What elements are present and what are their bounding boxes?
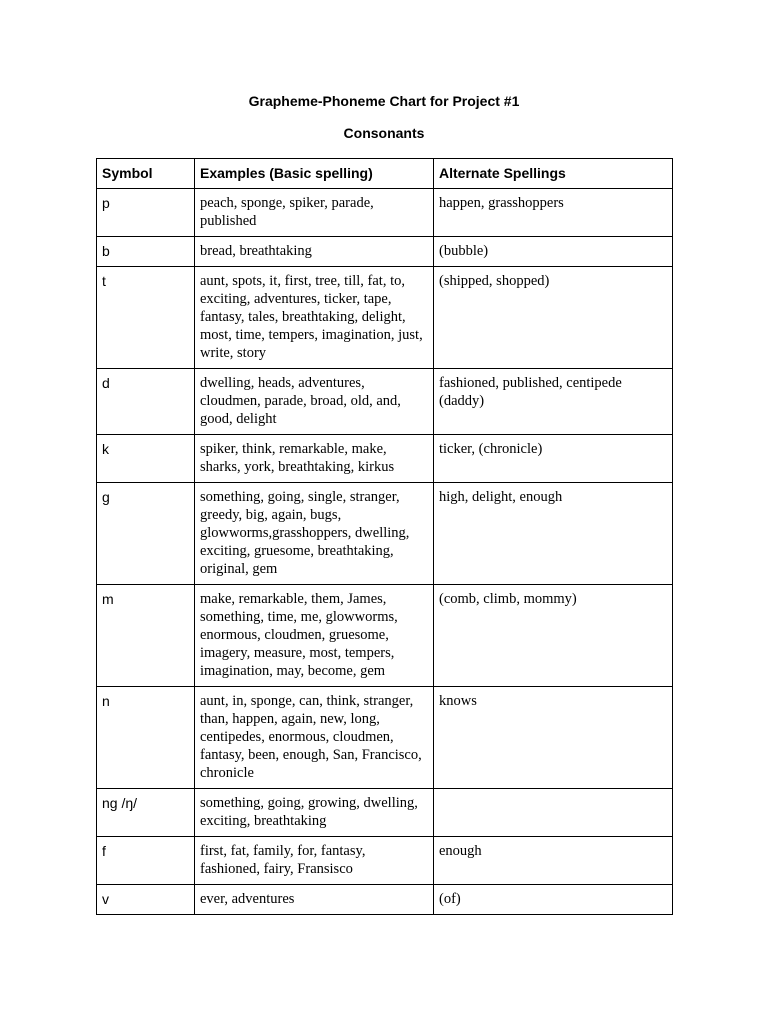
alternate-cell: enough (434, 837, 673, 885)
table-row (97, 435, 673, 483)
table-row (97, 687, 673, 789)
table-row (97, 585, 673, 687)
symbol-cell: d (97, 369, 195, 435)
examples-cell: aunt, spots, it, first, tree, till, fat, to, exciting, adventures, ticker, tape, fantasy, tales, breathtaking, delight, most, time, tempers, imagination, just, write, story (195, 267, 434, 369)
table-row (97, 237, 673, 267)
examples-cell: bread, breathtaking (195, 237, 434, 267)
table-row (97, 483, 673, 585)
section-heading: Consonants (343, 125, 425, 141)
alternate-cell: knows (434, 687, 673, 789)
alternate-cell: high, delight, enough (434, 483, 673, 585)
alternate-cell: (of) (434, 885, 673, 915)
symbol-cell: p (97, 189, 195, 237)
column-header-alternate: Alternate Spellings (434, 159, 673, 189)
column-header-symbol: Symbol (97, 159, 195, 189)
symbol-cell: t (97, 267, 195, 369)
symbol-cell: b (97, 237, 195, 267)
examples-cell: make, remarkable, them, James, something, time, me, glowworms, enormous, cloudmen, gruesome, imagery, measure, most, tempers, imagination, may, become, gem (195, 585, 434, 687)
alternate-cell: (comb, climb, mommy) (434, 585, 673, 687)
examples-cell: peach, sponge, spiker, parade, published (195, 189, 434, 237)
examples-cell: dwelling, heads, adventures, cloudmen, parade, broad, old, and, good, delight (195, 369, 434, 435)
table-row (97, 189, 673, 237)
examples-cell: spiker, think, remarkable, make, sharks, york, breathtaking, kirkus (195, 435, 434, 483)
table-row (97, 885, 673, 915)
examples-cell: something, going, single, stranger, greedy, big, again, bugs, glowworms,grasshoppers, dwelling, exciting, gruesome, breathtaking, original, gem (195, 483, 434, 585)
symbol-cell: v (97, 885, 195, 915)
symbol-cell: m (97, 585, 195, 687)
table-row (97, 837, 673, 885)
examples-cell: something, going, growing, dwelling, exciting, breathtaking (195, 789, 434, 837)
symbol-cell: n (97, 687, 195, 789)
symbol-cell: f (97, 837, 195, 885)
examples-cell: aunt, in, sponge, can, think, stranger, than, happen, again, new, long, centipedes, enormous, cloudmen, fantasy, been, enough, San, Francisco, chronicle (195, 687, 434, 789)
column-header-examples: Examples (Basic spelling) (195, 159, 434, 189)
alternate-cell (434, 789, 673, 837)
examples-cell: first, fat, family, for, fantasy, fashioned, fairy, Fransisco (195, 837, 434, 885)
symbol-cell: g (97, 483, 195, 585)
alternate-cell: happen, grasshoppers (434, 189, 673, 237)
symbol-cell: ng /ŋ/ (97, 789, 195, 837)
table-row (97, 369, 673, 435)
alternate-cell: ticker, (chronicle) (434, 435, 673, 483)
table-row (97, 267, 673, 369)
table-header-row (97, 159, 673, 189)
table-row (97, 789, 673, 837)
alternate-cell: (bubble) (434, 237, 673, 267)
document-title: Grapheme-Phoneme Chart for Project #1 (248, 93, 520, 109)
alternate-cell: (shipped, shopped) (434, 267, 673, 369)
grapheme-phoneme-table (96, 158, 673, 915)
symbol-cell: k (97, 435, 195, 483)
examples-cell: ever, adventures (195, 885, 434, 915)
alternate-cell: fashioned, published, centipede (daddy) (434, 369, 673, 435)
